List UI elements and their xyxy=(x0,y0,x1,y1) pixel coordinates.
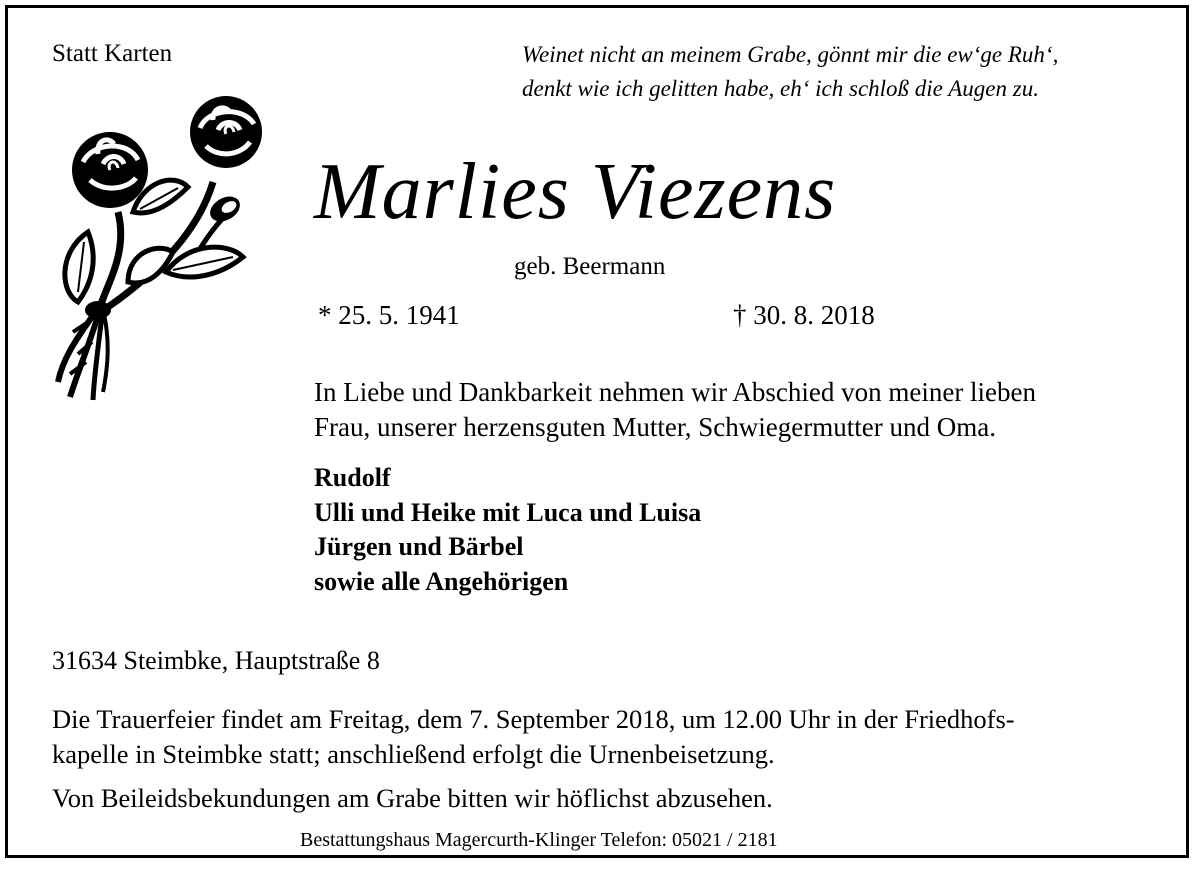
statt-karten-label: Statt Karten xyxy=(52,40,173,67)
service-line: kapelle in Steimbke statt; anschließend erfolgt die Urnenbeisetzung. xyxy=(52,739,775,769)
message-line: In Liebe und Dankbarkeit nehmen wir Abschied von meiner lieben xyxy=(314,377,1037,407)
maiden-name: geb. Beermann xyxy=(514,253,666,280)
verse-line: Weinet nicht an meinem Grabe, gönnt mir die ew‘ge Ruh‘, xyxy=(522,42,1059,67)
message-line: Frau, unserer herzensguten Mutter, Schwiegermutter und Oma. xyxy=(314,412,996,442)
service-info xyxy=(52,702,1015,772)
verse xyxy=(522,38,1058,106)
farewell-message xyxy=(314,375,1036,445)
family-member: Jürgen und Bärbel xyxy=(314,532,524,561)
funeral-home: Bestattungshaus Magercurth-Klinger Telefon: 05021 / 2181 xyxy=(300,829,778,851)
deceased-name: Marlies Viezens xyxy=(314,148,837,236)
birth-date: * 25. 5. 1941 xyxy=(318,300,460,330)
roses-icon xyxy=(48,92,288,404)
verse-line: denkt wie ich gelitten habe, eh‘ ich schloß die Augen zu. xyxy=(522,76,1039,101)
condolence-request: Von Beileidsbekundungen am Grabe bitten wir höflichst abzusehen. xyxy=(52,783,773,813)
family-member: Ulli und Heike mit Luca und Luisa xyxy=(314,497,702,527)
family-member: sowie alle Angehörigen xyxy=(314,566,569,596)
service-line: Die Trauerfeier findet am Freitag, dem 7. September 2018, um 12.00 Uhr in der Friedhofs- xyxy=(52,704,1015,734)
address: 31634 Steimbke, Hauptstraße 8 xyxy=(52,646,380,675)
death-date: † 30. 8. 2018 xyxy=(733,300,875,330)
family-list xyxy=(314,461,701,599)
family-member: Rudolf xyxy=(314,463,391,492)
